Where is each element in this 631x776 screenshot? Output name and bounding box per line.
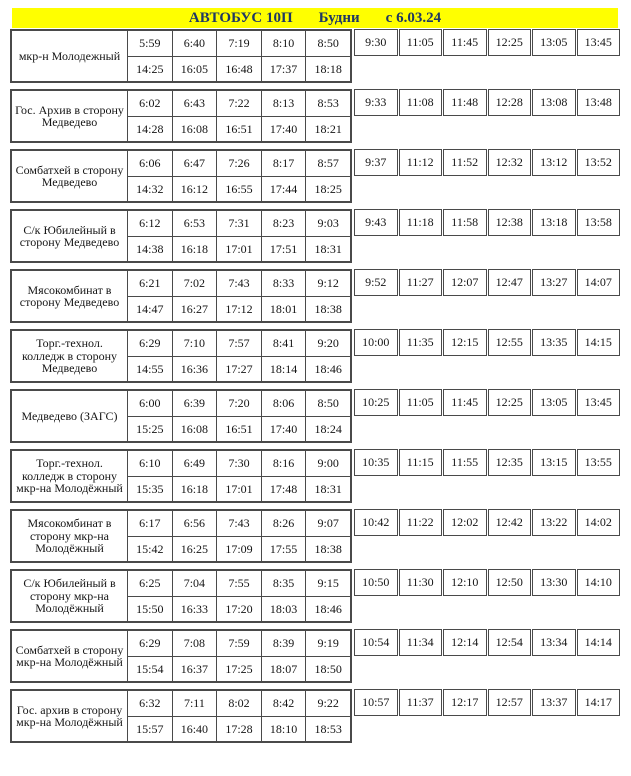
time-cell: 9:07: [305, 511, 350, 536]
time-cell: 13:12: [532, 149, 576, 176]
time-cell: 7:31: [216, 211, 261, 236]
time-cell: 7:22: [216, 91, 261, 116]
time-cell: 18:46: [305, 356, 350, 381]
time-cell: 6:53: [172, 211, 217, 236]
time-cell: 17:25: [216, 656, 261, 681]
time-cell: 17:28: [216, 716, 261, 741]
midday-times-row: [354, 629, 620, 656]
time-cell: 16:27: [172, 296, 217, 321]
time-cell: 12:38: [488, 209, 532, 236]
time-cell: 7:10: [172, 331, 217, 356]
time-cell: 11:05: [399, 389, 443, 416]
time-cell: 14:15: [577, 329, 621, 356]
time-cell: 8:06: [261, 391, 306, 416]
time-cell: 8:26: [261, 511, 306, 536]
time-cell: 8:10: [261, 31, 306, 56]
time-cell: 13:22: [532, 509, 576, 536]
time-cell: 6:06: [127, 151, 172, 176]
timetable-block: [10, 449, 631, 503]
stop-name: Мясокомбинат в сторону мкр-на Молодёжный: [27, 516, 112, 556]
time-cell: 8:39: [261, 631, 306, 656]
time-cell: 8:41: [261, 331, 306, 356]
time-cell: 9:43: [354, 209, 398, 236]
time-cell: 10:35: [354, 449, 398, 476]
time-cell: 16:12: [172, 176, 217, 201]
time-cell: 15:25: [127, 416, 172, 441]
time-cell: 9:30: [354, 29, 398, 56]
time-cell: 17:40: [261, 416, 306, 441]
time-cell: 18:31: [305, 476, 350, 501]
time-cell: 12:17: [443, 689, 487, 716]
stop-name: С/к Юбилейный в сторону Медведево: [19, 222, 120, 249]
time-cell: 7:57: [216, 331, 261, 356]
time-cell: 13:37: [532, 689, 576, 716]
time-cell: 7:19: [216, 31, 261, 56]
time-cell: 12:10: [443, 569, 487, 596]
time-cell: 5:59: [127, 31, 172, 56]
time-cell: 6:49: [172, 451, 217, 476]
time-cell: 17:44: [261, 176, 306, 201]
time-cell: 12:55: [488, 329, 532, 356]
time-cell: 18:03: [261, 596, 306, 621]
time-cell: 15:54: [127, 656, 172, 681]
midday-times-row: [354, 89, 620, 116]
time-cell: 17:40: [261, 116, 306, 141]
time-cell: 12:42: [488, 509, 532, 536]
time-cell: 16:51: [216, 116, 261, 141]
time-cell: 7:55: [216, 571, 261, 596]
time-cell: 18:21: [305, 116, 350, 141]
midday-times-row: [354, 509, 620, 536]
time-cell: 12:15: [443, 329, 487, 356]
timetable-block: [10, 389, 631, 443]
time-cell: 17:12: [216, 296, 261, 321]
timetable-block: [10, 269, 631, 323]
stop-times-box: [10, 569, 352, 623]
time-cell: 16:18: [172, 476, 217, 501]
time-cell: 11:52: [443, 149, 487, 176]
time-cell: 16:51: [216, 416, 261, 441]
time-cell: 13:45: [577, 29, 621, 56]
time-cell: 8:53: [305, 91, 350, 116]
midday-times-row: [354, 449, 620, 476]
time-cell: 16:25: [172, 536, 217, 561]
time-cell: 13:05: [532, 389, 576, 416]
time-cell: 13:58: [577, 209, 621, 236]
midday-times-row: [354, 329, 620, 356]
time-cell: 16:08: [172, 416, 217, 441]
time-cell: 11:48: [443, 89, 487, 116]
time-cell: 11:08: [399, 89, 443, 116]
stop-name: мкр-н Молодежный: [18, 48, 121, 63]
time-cell: 16:08: [172, 116, 217, 141]
time-cell: 12:54: [488, 629, 532, 656]
time-cell: 13:35: [532, 329, 576, 356]
time-cell: 17:09: [216, 536, 261, 561]
timetable-block: [10, 89, 631, 143]
time-cell: 11:12: [399, 149, 443, 176]
time-cell: 9:15: [305, 571, 350, 596]
time-cell: 14:47: [127, 296, 172, 321]
timetable-block: [10, 29, 631, 83]
timetable-block: [10, 329, 631, 383]
time-cell: 10:50: [354, 569, 398, 596]
time-cell: 13:48: [577, 89, 621, 116]
time-cell: 17:27: [216, 356, 261, 381]
time-cell: 12:14: [443, 629, 487, 656]
time-cell: 11:58: [443, 209, 487, 236]
time-cell: 9:37: [354, 149, 398, 176]
time-cell: 14:32: [127, 176, 172, 201]
stop-name: Торг.-технол. колледж в сторону Медведево: [21, 336, 118, 376]
time-cell: 15:35: [127, 476, 172, 501]
time-cell: 16:36: [172, 356, 217, 381]
stop-times-box: [10, 509, 352, 563]
stop-times-box: [10, 209, 352, 263]
time-cell: 11:30: [399, 569, 443, 596]
time-cell: 6:43: [172, 91, 217, 116]
time-cell: 18:50: [305, 656, 350, 681]
time-cell: 13:34: [532, 629, 576, 656]
time-cell: 7:59: [216, 631, 261, 656]
time-cell: 17:37: [261, 56, 306, 81]
time-cell: 8:23: [261, 211, 306, 236]
time-cell: 8:17: [261, 151, 306, 176]
time-cell: 9:03: [305, 211, 350, 236]
time-cell: 8:02: [216, 691, 261, 716]
midday-times-row: [354, 29, 620, 56]
time-cell: 6:39: [172, 391, 217, 416]
stop-times-box: [10, 89, 352, 143]
timetable-block: [10, 569, 631, 623]
time-cell: 6:17: [127, 511, 172, 536]
time-cell: 10:00: [354, 329, 398, 356]
time-cell: 11:27: [399, 269, 443, 296]
time-cell: 17:55: [261, 536, 306, 561]
time-cell: 17:01: [216, 236, 261, 261]
time-cell: 9:52: [354, 269, 398, 296]
time-cell: 17:48: [261, 476, 306, 501]
time-cell: 8:35: [261, 571, 306, 596]
midday-times-row: [354, 149, 620, 176]
time-cell: 15:57: [127, 716, 172, 741]
time-cell: 16:55: [216, 176, 261, 201]
time-cell: 6:00: [127, 391, 172, 416]
stop-times-box: [10, 689, 352, 743]
time-cell: 14:14: [577, 629, 621, 656]
time-cell: 18:38: [305, 296, 350, 321]
time-cell: 9:12: [305, 271, 350, 296]
time-cell: 13:45: [577, 389, 621, 416]
time-cell: 6:29: [127, 331, 172, 356]
time-cell: 13:27: [532, 269, 576, 296]
time-cell: 14:02: [577, 509, 621, 536]
time-cell: 11:45: [443, 29, 487, 56]
time-cell: 11:55: [443, 449, 487, 476]
stop-times-box: [10, 629, 352, 683]
stop-name: Мясокомбинат в сторону Медведево: [19, 282, 120, 309]
time-cell: 6:02: [127, 91, 172, 116]
time-cell: 18:14: [261, 356, 306, 381]
time-cell: 13:55: [577, 449, 621, 476]
time-cell: 16:05: [172, 56, 217, 81]
time-cell: 17:01: [216, 476, 261, 501]
midday-times-row: [354, 569, 620, 596]
stop-name: С/к Юбилейный в сторону мкр-на Молодёжный: [23, 576, 116, 616]
schedule-start-date: с 6.03.24: [385, 9, 442, 26]
time-cell: 11:35: [399, 329, 443, 356]
time-cell: 16:33: [172, 596, 217, 621]
timetable-header: [12, 8, 618, 28]
time-cell: 6:32: [127, 691, 172, 716]
time-cell: 8:13: [261, 91, 306, 116]
time-cell: 13:18: [532, 209, 576, 236]
time-cell: 12:28: [488, 89, 532, 116]
time-cell: 12:32: [488, 149, 532, 176]
time-cell: 18:01: [261, 296, 306, 321]
time-cell: 10:54: [354, 629, 398, 656]
time-cell: 6:29: [127, 631, 172, 656]
time-cell: 13:15: [532, 449, 576, 476]
time-cell: 7:30: [216, 451, 261, 476]
stop-times-box: [10, 29, 352, 83]
timetable-block: [10, 149, 631, 203]
time-cell: 12:07: [443, 269, 487, 296]
time-cell: 8:33: [261, 271, 306, 296]
time-cell: 12:47: [488, 269, 532, 296]
time-cell: 18:46: [305, 596, 350, 621]
time-cell: 18:31: [305, 236, 350, 261]
time-cell: 18:53: [305, 716, 350, 741]
time-cell: 10:57: [354, 689, 398, 716]
midday-times-row: [354, 389, 620, 416]
time-cell: 14:10: [577, 569, 621, 596]
time-cell: 13:05: [532, 29, 576, 56]
time-cell: 14:07: [577, 269, 621, 296]
time-cell: 9:00: [305, 451, 350, 476]
stop-name: Сомбатхей в сторону Медведево: [15, 162, 124, 189]
stop-times-box: [10, 389, 352, 443]
time-cell: 14:38: [127, 236, 172, 261]
time-cell: 8:50: [305, 391, 350, 416]
time-cell: 7:02: [172, 271, 217, 296]
time-cell: 17:20: [216, 596, 261, 621]
time-cell: 7:11: [172, 691, 217, 716]
stop-times-box: [10, 269, 352, 323]
time-cell: 12:02: [443, 509, 487, 536]
time-cell: 6:40: [172, 31, 217, 56]
time-cell: 16:48: [216, 56, 261, 81]
time-cell: 14:25: [127, 56, 172, 81]
time-cell: 8:16: [261, 451, 306, 476]
time-cell: 18:07: [261, 656, 306, 681]
schedule-days: Будни: [318, 9, 360, 26]
timetable-block: [10, 209, 631, 263]
time-cell: 18:10: [261, 716, 306, 741]
time-cell: 7:04: [172, 571, 217, 596]
time-cell: 9:20: [305, 331, 350, 356]
time-cell: 18:18: [305, 56, 350, 81]
time-cell: 7:43: [216, 511, 261, 536]
time-cell: 14:28: [127, 116, 172, 141]
time-cell: 6:47: [172, 151, 217, 176]
timetable-block: [10, 689, 631, 743]
time-cell: 11:05: [399, 29, 443, 56]
midday-times-row: [354, 209, 620, 236]
time-cell: 12:25: [488, 389, 532, 416]
time-cell: 8:50: [305, 31, 350, 56]
time-cell: 13:30: [532, 569, 576, 596]
stop-name: Сомбатхей в сторону мкр-на Молодёжный: [15, 642, 124, 669]
route-title: АВТОБУС 10П: [188, 9, 293, 26]
time-cell: 9:19: [305, 631, 350, 656]
time-cell: 18:24: [305, 416, 350, 441]
time-cell: 6:10: [127, 451, 172, 476]
time-cell: 12:25: [488, 29, 532, 56]
time-cell: 12:50: [488, 569, 532, 596]
time-cell: 11:15: [399, 449, 443, 476]
stop-name: Гос. Архив в сторону Медведево: [15, 102, 124, 129]
time-cell: 7:08: [172, 631, 217, 656]
time-cell: 14:17: [577, 689, 621, 716]
time-cell: 11:34: [399, 629, 443, 656]
time-cell: 11:45: [443, 389, 487, 416]
time-cell: 11:22: [399, 509, 443, 536]
stop-name: Медведево (ЗАГС): [21, 408, 118, 423]
stop-times-box: [10, 149, 352, 203]
time-cell: 12:57: [488, 689, 532, 716]
time-cell: 6:21: [127, 271, 172, 296]
time-cell: 18:25: [305, 176, 350, 201]
time-cell: 6:25: [127, 571, 172, 596]
time-cell: 10:42: [354, 509, 398, 536]
time-cell: 16:18: [172, 236, 217, 261]
time-cell: 10:25: [354, 389, 398, 416]
stop-name: Гос. архив в сторону мкр-на Молодёжный: [16, 702, 123, 729]
timetable-block: [10, 629, 631, 683]
time-cell: 9:22: [305, 691, 350, 716]
time-cell: 12:35: [488, 449, 532, 476]
time-cell: 6:56: [172, 511, 217, 536]
midday-times-row: [354, 689, 620, 716]
time-cell: 6:12: [127, 211, 172, 236]
time-cell: 15:42: [127, 536, 172, 561]
time-cell: 14:55: [127, 356, 172, 381]
stop-times-box: [10, 329, 352, 383]
time-cell: 15:50: [127, 596, 172, 621]
time-cell: 8:42: [261, 691, 306, 716]
time-cell: 8:57: [305, 151, 350, 176]
time-cell: 7:26: [216, 151, 261, 176]
midday-times-row: [354, 269, 620, 296]
time-cell: 13:52: [577, 149, 621, 176]
stop-name: Торг.-технол. колледж в сторону мкр-на Молодёжный: [16, 456, 123, 496]
time-cell: 9:33: [354, 89, 398, 116]
time-cell: 18:38: [305, 536, 350, 561]
time-cell: 7:20: [216, 391, 261, 416]
timetable-block: [10, 509, 631, 563]
time-cell: 11:37: [399, 689, 443, 716]
time-cell: 17:51: [261, 236, 306, 261]
time-cell: 16:37: [172, 656, 217, 681]
time-cell: 16:40: [172, 716, 217, 741]
stop-times-box: [10, 449, 352, 503]
time-cell: 13:08: [532, 89, 576, 116]
time-cell: 11:18: [399, 209, 443, 236]
time-cell: 7:43: [216, 271, 261, 296]
